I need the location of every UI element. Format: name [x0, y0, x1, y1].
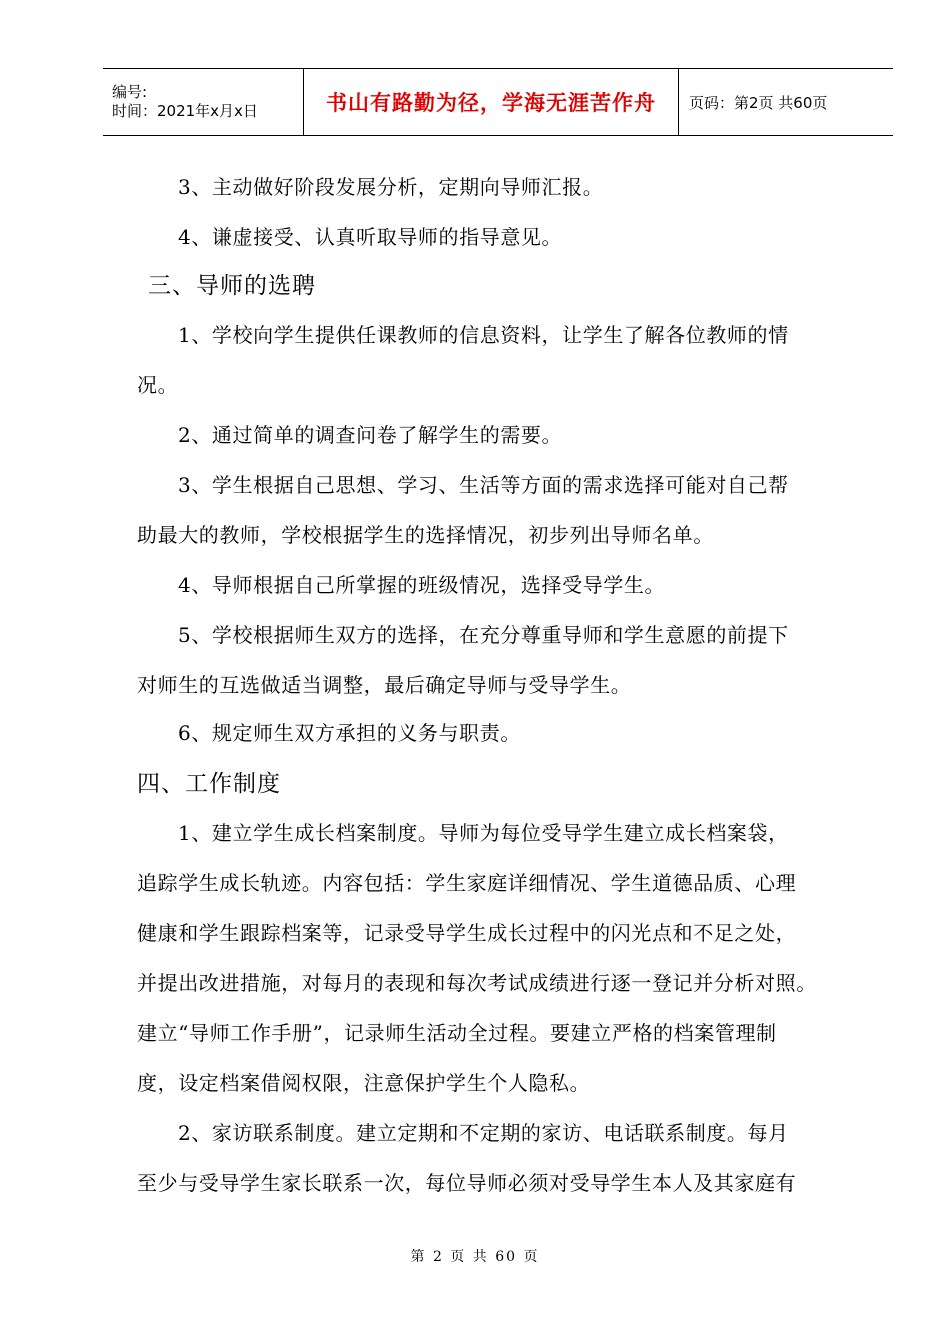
header-table — [103, 68, 893, 136]
paragraph-line: 4、谦虚接受、认真听取导师的指导意见。 — [178, 225, 563, 249]
paragraph-line: 追踪学生成长轨迹。内容包括：学生家庭详细情况、学生道德品质、心理 — [137, 871, 797, 895]
header-meta-cell — [103, 69, 304, 135]
paragraph-line: 建立“导师工作手册”，记录师生活动全过程。要建立严格的档案管理制 — [137, 1021, 777, 1045]
time-label: 时间：2021年x月x日 — [112, 102, 258, 120]
paragraph-line: 3、学生根据自己思想、学习、生活等方面的需求选择可能对自己帮 — [178, 473, 789, 497]
section-heading: 三、导师的选聘 — [148, 273, 316, 299]
motto-cell — [304, 69, 679, 135]
paragraph-line: 3、主动做好阶段发展分析，定期向导师汇报。 — [178, 175, 604, 199]
paragraph-line: 况。 — [137, 373, 179, 397]
paragraph-line: 6、规定师生双方承担的义务与职责。 — [178, 721, 521, 745]
paragraph-line: 1、学校向学生提供任课教师的信息资料，让学生了解各位教师的情 — [178, 323, 789, 347]
paragraph-line: 5、学校根据师生双方的选择，在充分尊重导师和学生意愿的前提下 — [178, 623, 789, 647]
number-label: 编号: — [112, 83, 148, 101]
paragraph-line: 2、家访联系制度。建立定期和不定期的家访、电话联系制度。每月 — [178, 1121, 789, 1145]
paragraph-line: 1、建立学生成长档案制度。导师为每位受导学生建立成长档案袋， — [178, 821, 789, 845]
paragraph-line: 2、通过简单的调查问卷了解学生的需要。 — [178, 423, 563, 447]
section-heading: 四、工作制度 — [137, 771, 281, 797]
motto-text: 书山有路勤为径，学海无涯苦作舟 — [326, 91, 656, 115]
paragraph-line: 并提出改进措施，对每月的表现和每次考试成绩进行逐一登记并分析对照。 — [137, 971, 817, 995]
paragraph-line: 助最大的教师，学校根据学生的选择情况，初步列出导师名单。 — [137, 523, 714, 547]
paragraph-line: 至少与受导学生家长联系一次，每位导师必须对受导学生本人及其家庭有 — [137, 1171, 797, 1195]
paragraph-line: 度，设定档案借阅权限，注意保护学生个人隐私。 — [137, 1071, 591, 1095]
page-footer: 第 2 页 共 60 页 — [410, 1249, 540, 1265]
paragraph-line: 健康和学生跟踪档案等，记录受导学生成长过程中的闪光点和不足之处， — [137, 921, 797, 945]
paragraph-line: 4、导师根据自己所掌握的班级情况，选择受导学生。 — [178, 573, 666, 597]
page-code-cell — [679, 69, 893, 135]
paragraph-line: 对师生的互选做适当调整，最后确定导师与受导学生。 — [137, 673, 632, 697]
page-code-text: 页码：第2页 共60页 — [689, 93, 828, 112]
